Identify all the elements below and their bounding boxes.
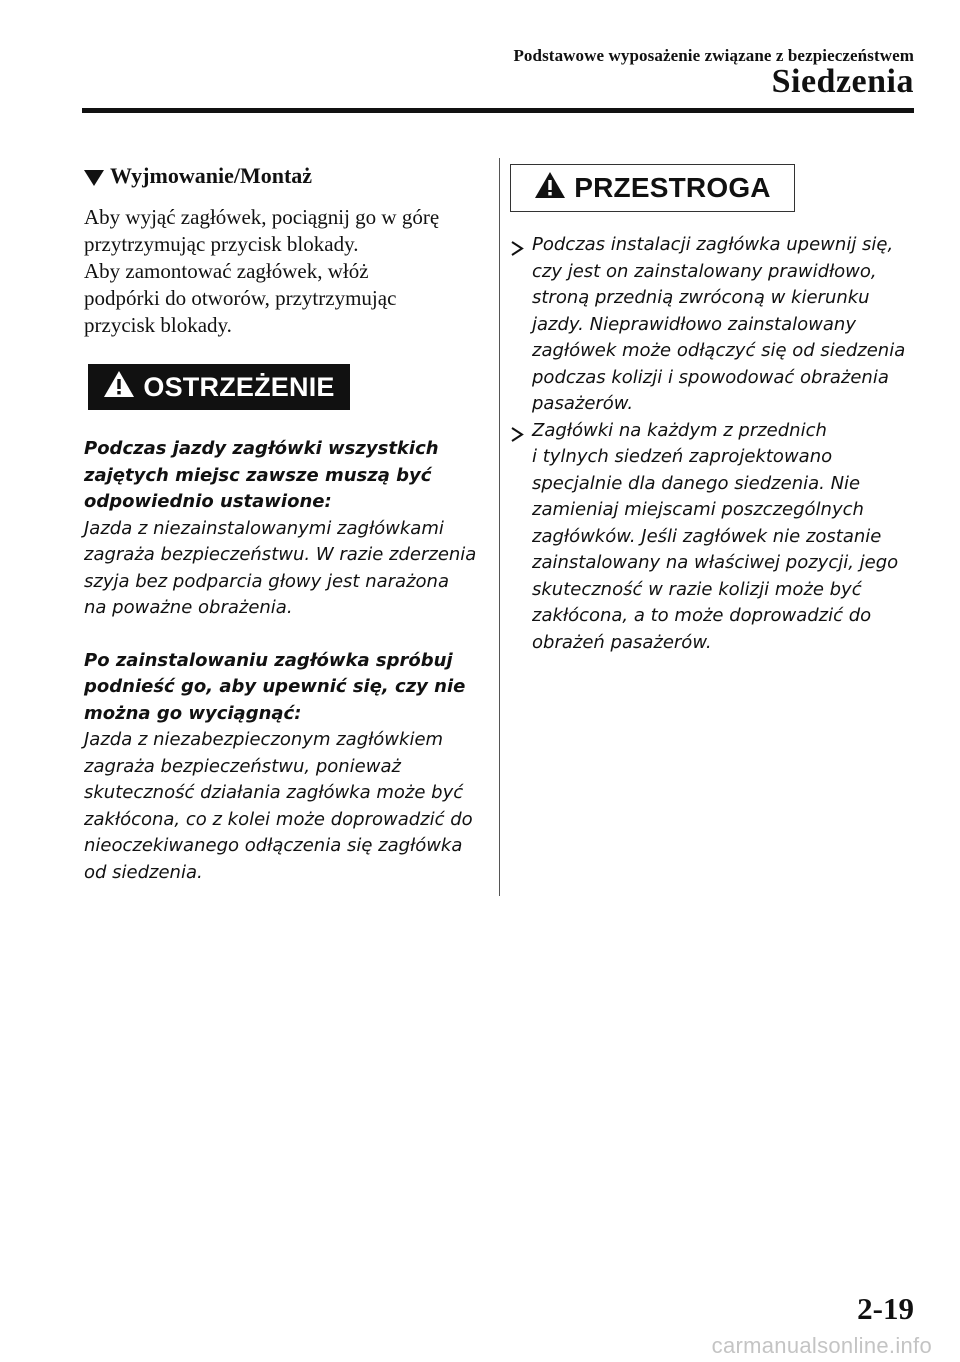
warning-text-line: Jazda z niezainstalowanymi zagłówkami (84, 517, 444, 539)
list-item-text (532, 418, 898, 657)
arrow-bullet-icon (510, 232, 532, 265)
caution-line: jazdy. Nieprawidłowo zainstalowany (532, 313, 856, 335)
caution-line: skuteczność w razie kolizji może być (532, 578, 862, 600)
warning-bold-line: zajętych miejsc zawsze muszą być (84, 464, 432, 486)
caution-line: Podczas instalacji zagłówka upewnij się, (532, 234, 894, 255)
caution-label: PRZESTROGA (574, 172, 771, 203)
list-item (510, 232, 920, 418)
caution-line: zainstalowany na właściwej pozycji, jego (532, 552, 899, 573)
caution-line: czy jest on zainstalowany prawidłowo, (532, 260, 877, 282)
body-line: Aby zamontować zagłówek, włóż (84, 259, 369, 283)
warning-banner (88, 364, 350, 410)
list-item-text (532, 232, 905, 418)
warning-text-line: zakłócona, co z kolei może doprowadzić do (84, 808, 473, 830)
warning-text-line: od siedzenia. (84, 861, 203, 883)
header-title: Siedzenia (771, 63, 914, 100)
caution-line: zakłócona, a to może doprowadzić do (532, 605, 872, 626)
body-line: podpórki do otworów, przytrzymując (84, 286, 397, 310)
caution-line: i tylnych siedzeń zaprojektowano (532, 446, 833, 467)
warning-text-line: na poważne obrażenia. (84, 597, 293, 618)
warning-text-line: nieoczekiwanego odłączenia się zagłówka (84, 835, 463, 856)
caution-line: Zagłówki na każdym z przednich (532, 419, 827, 441)
warning-triangle-icon (534, 171, 566, 206)
list-item (510, 418, 920, 657)
warning-text-line: zagraża bezpieczeństwu, ponieważ (84, 755, 401, 777)
warning-triangle-icon (103, 370, 135, 405)
caution-line: specjalnie dla danego siedzenia. Nie (532, 472, 861, 494)
section-heading (84, 160, 476, 192)
header-subtitle: Podstawowe wyposażenie związane z bezpieczeństwem (513, 46, 914, 65)
page-number: 2-19 (857, 1291, 914, 1326)
warning-label: OSTRZEŻENIE (143, 371, 335, 402)
right-column (510, 164, 920, 656)
warning-text-line: skuteczność działania zagłówka może być (84, 782, 464, 803)
warning-bold-line: można go wyciągnąć: (84, 702, 302, 724)
section-body (84, 204, 476, 339)
body-line: przytrzymując przycisk blokady. (84, 232, 359, 256)
warning-text-line: Jazda z niezabezpieczonym zagłówkiem (84, 729, 444, 750)
body-line: Aby wyjąć zagłówek, pociągnij go w górę (84, 205, 440, 229)
section-heading-text: Wyjmowanie/Montaż (110, 163, 313, 188)
column-divider (499, 158, 500, 896)
left-column (84, 160, 476, 886)
watermark: carmanualsonline.info (711, 1333, 932, 1358)
spacer (84, 622, 476, 648)
arrow-bullet-icon (510, 418, 532, 451)
caution-line: obrażeń pasażerów. (532, 631, 712, 653)
warning-bold-line: Po zainstalowaniu zagłówka spróbuj (84, 649, 453, 671)
warning-text-line: szyja bez podparcia głowy jest narażona (84, 570, 449, 592)
caution-line: zamieniaj miejscami poszczególnych (532, 499, 864, 520)
caution-list (510, 232, 920, 656)
caution-banner (510, 164, 795, 212)
triangle-down-icon (84, 170, 104, 186)
warning-body (84, 436, 476, 886)
caution-line: zagłówków. Jeśli zagłówek nie zostanie (532, 525, 882, 547)
warning-bold-line: odpowiednio ustawione: (84, 491, 332, 512)
caution-line: stroną przednią zwróconą w kierunku (532, 287, 870, 308)
body-line: przycisk blokady. (84, 313, 232, 337)
warning-bold-line: podnieść go, aby upewnić się, czy nie (84, 676, 466, 697)
warning-text-line: zagraża bezpieczeństwu. W razie zderzenia (84, 544, 477, 565)
caution-line: zagłówek może odłączyć się od siedzenia (532, 340, 906, 361)
header-rule (82, 108, 914, 113)
caution-line: pasażerów. (532, 393, 634, 414)
caution-line: podczas kolizji i spowodować obrażenia (532, 366, 889, 388)
warning-bold-line: Podczas jazdy zagłówki wszystkich (84, 438, 439, 459)
